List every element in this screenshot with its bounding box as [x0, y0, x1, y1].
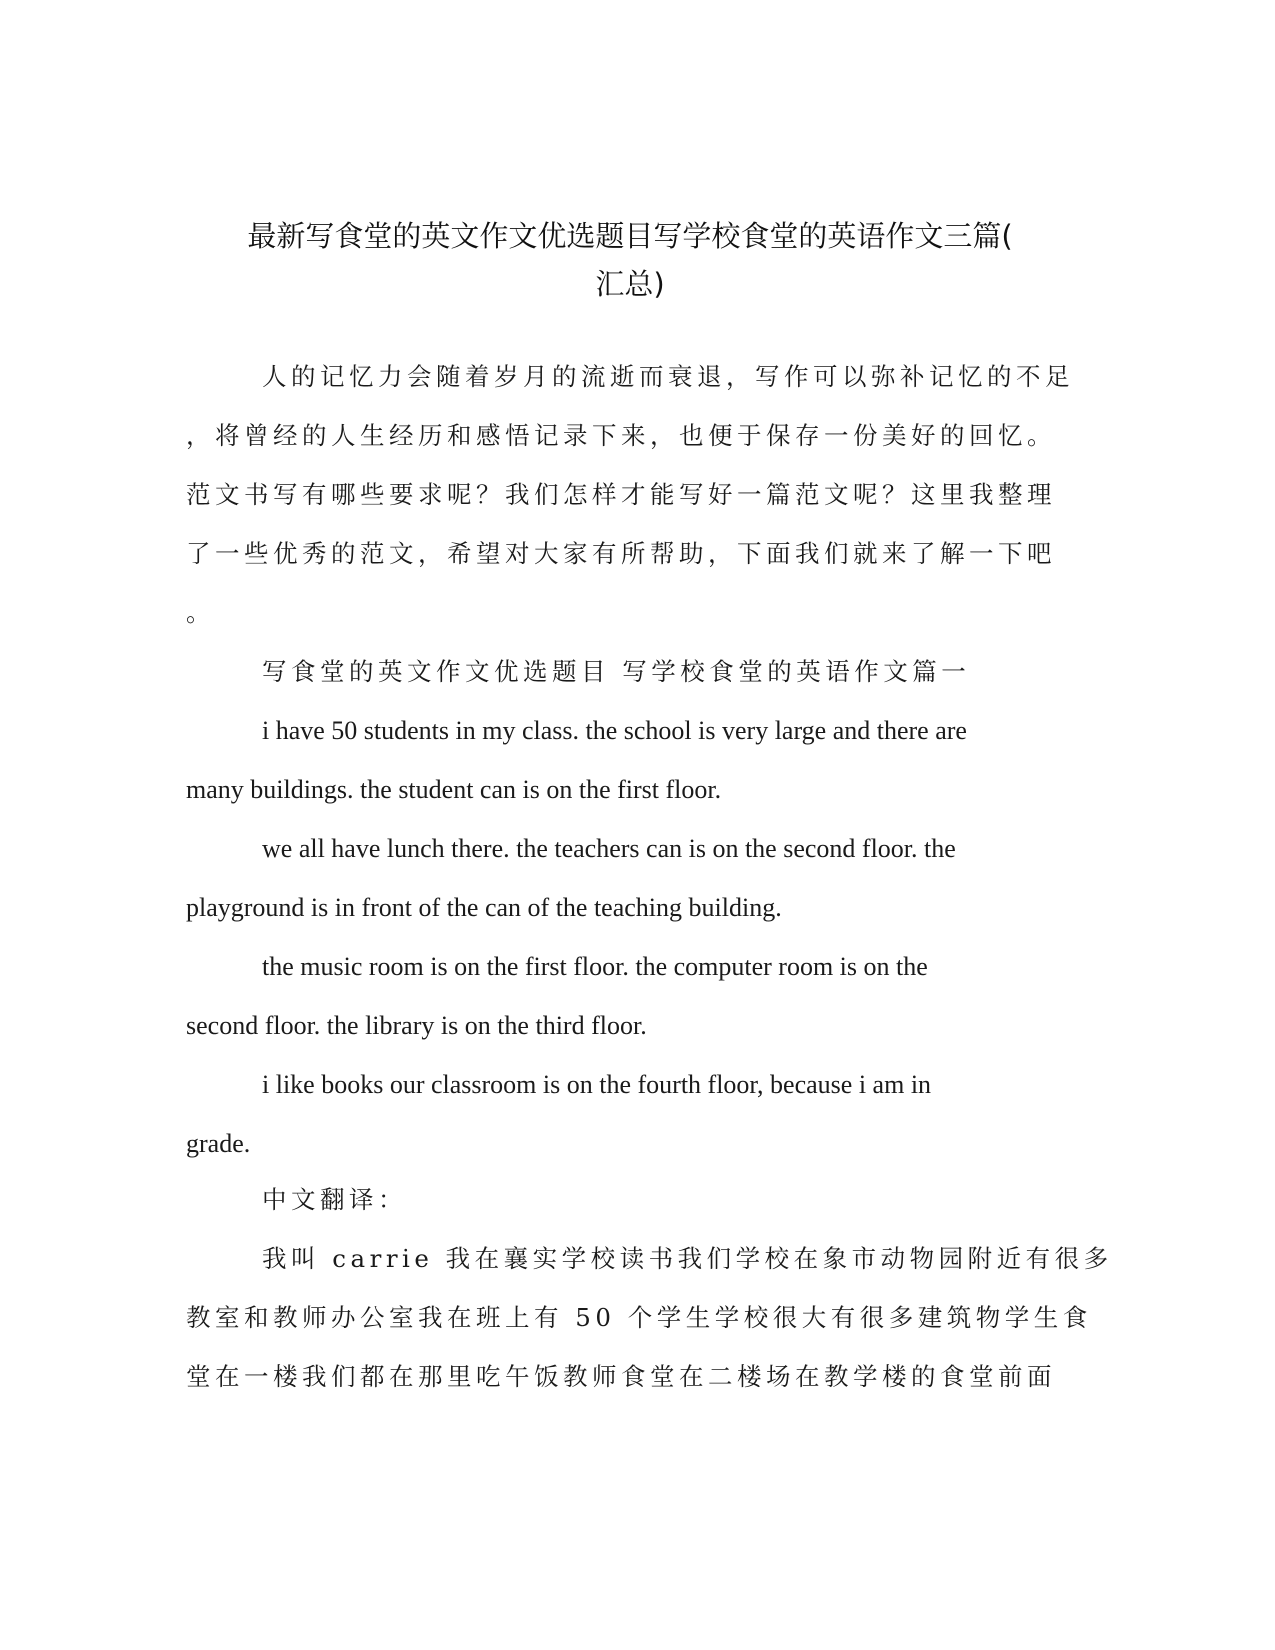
english-line-6: second floor. the library is on the third floor.: [186, 1011, 647, 1040]
english-line-2: many buildings. the student can is on the first floor.: [186, 775, 722, 804]
english-line-8: grade.: [186, 1129, 251, 1158]
intro-line-4: 了一些优秀的范文，希望对大家有所帮助，下面我们就来了解一下吧: [186, 539, 1056, 568]
title-line-1: 最新写食堂的英文作文优选题目写学校食堂的英语作文三篇(: [247, 219, 1013, 253]
english-line-1: i have 50 students in my class. the school is very large and there are: [262, 716, 967, 745]
intro-line-1: 人的记忆力会随着岁月的流逝而衰退，写作可以弥补记忆的不足: [262, 362, 1074, 391]
document-title: [180, 212, 1080, 308]
translation-line-3: 堂在一楼我们都在那里吃午饭教师食堂在二楼场在教学楼的食堂前面: [186, 1362, 1056, 1391]
translation-label: 中文翻译：: [262, 1185, 407, 1214]
translation-line-2: 教室和教师办公室我在班上有 50 个学生学校很大有很多建筑物学生食: [186, 1303, 1092, 1332]
english-line-4: playground is in front of the can of the teaching building.: [186, 893, 782, 922]
english-line-3: we all have lunch there. the teachers can is on the second floor. the: [262, 834, 956, 863]
title-line-2: 汇总): [595, 267, 665, 301]
intro-line-2: ，将曾经的人生经历和感悟记录下来，也便于保存一份美好的回忆。: [186, 421, 1056, 450]
intro-line-3: 范文书写有哪些要求呢？我们怎样才能写好一篇范文呢？这里我整理: [186, 480, 1056, 509]
translation-line-1: 我叫 carrie 我在襄实学校读书我们学校在象市动物园附近有很多: [262, 1244, 1113, 1273]
section-heading-1: 写食堂的英文作文优选题目 写学校食堂的英语作文篇一: [262, 657, 971, 686]
english-line-7: i like books our classroom is on the fourth floor, because i am in: [262, 1070, 932, 1099]
english-line-5: the music room is on the first floor. the computer room is on the: [262, 952, 928, 981]
intro-line-5: 。: [186, 598, 215, 627]
